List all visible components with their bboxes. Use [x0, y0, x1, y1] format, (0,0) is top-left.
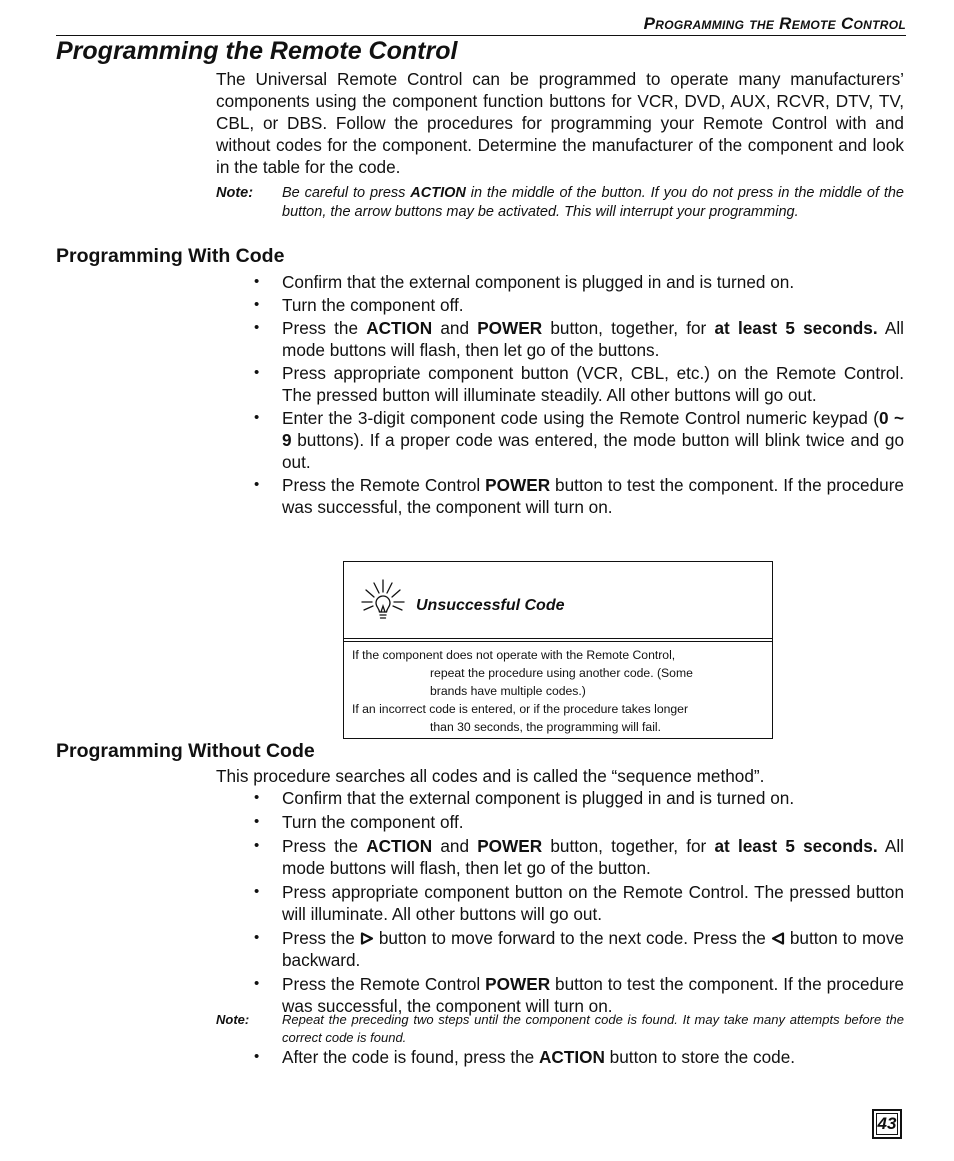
- list-item: [282, 811, 904, 833]
- without-code-steps: [282, 787, 904, 1019]
- step-text: Press appropriate component button (VCR, CBL, etc.) on the Remote Control. The pressed button will illuminate steadily. All other buttons will go out.: [282, 363, 904, 405]
- step-text: Turn the component off.: [282, 295, 464, 315]
- tip-title: Unsuccessful Code: [416, 597, 565, 614]
- right-arrow-icon: [360, 932, 374, 945]
- step-text: Press the: [282, 836, 367, 856]
- step-text: button to test the component. If the procedure was successful, the component will turn on.: [282, 974, 904, 1016]
- tip-line: If an incorrect code is entered, or if the procedure takes longer: [352, 702, 689, 716]
- tip-box-unsuccessful-code: [343, 561, 773, 739]
- heading-programming-with-code: Programming With Code: [56, 245, 285, 267]
- action-term: ACTION: [366, 318, 433, 338]
- power-term: POWER: [477, 836, 543, 856]
- step-text: All mode buttons will flash, then let go of the buttons.: [282, 318, 904, 360]
- tip-line: If the component does not operate with the Remote Control,: [352, 648, 676, 662]
- note-label: Note:: [216, 1012, 250, 1027]
- step-text: Press the Remote Control: [282, 974, 486, 994]
- list-item: [282, 835, 904, 879]
- step-text: All mode buttons will flash, then let go of the button.: [282, 836, 904, 878]
- step-text: button to store the code.: [604, 1047, 796, 1067]
- with-code-steps: [282, 271, 904, 519]
- note-text: Repeat the preceding two steps until the component code is found. It may take many attempts before the correct code is found.: [282, 1012, 904, 1045]
- list-item: [282, 881, 904, 925]
- page-number: 43: [872, 1109, 902, 1139]
- power-term: POWER: [485, 974, 551, 994]
- note-action-warning: [216, 184, 904, 222]
- duration-term: at least 5 seconds.: [714, 836, 878, 856]
- list-item: [282, 407, 904, 473]
- sequence-method-intro: This procedure searches all codes and is called the “sequence method”.: [216, 766, 765, 786]
- power-term: POWER: [477, 318, 543, 338]
- tip-line: repeat the procedure using another code. (Some: [430, 666, 693, 680]
- step-text: button, together, for: [542, 318, 715, 338]
- left-arrow-icon: [771, 932, 785, 945]
- note-action-term: ACTION: [410, 185, 466, 201]
- step-text: Confirm that the external component is plugged in and is turned on.: [282, 272, 795, 292]
- list-item: [282, 294, 904, 316]
- lightbulb-icon: [354, 572, 412, 630]
- step-text: Enter the 3-digit component code using the Remote Control numeric keypad (: [282, 408, 879, 428]
- power-term: POWER: [485, 475, 551, 495]
- list-item: [282, 317, 904, 361]
- step-text: Press the: [282, 318, 367, 338]
- tip-line: brands have multiple codes.): [430, 684, 586, 698]
- running-header: Programming the Remote Control: [56, 14, 906, 36]
- without-code-final-step: [282, 1046, 904, 1068]
- step-text: button to move forward to the next code. Press the: [373, 928, 771, 948]
- list-item: [282, 271, 904, 293]
- step-text: and: [432, 318, 478, 338]
- list-item: [282, 474, 904, 518]
- step-text: button to move backward.: [282, 928, 904, 970]
- list-item: [282, 927, 904, 971]
- keypad-range: 0 ~ 9: [282, 408, 904, 450]
- action-term: ACTION: [539, 1047, 605, 1067]
- step-text: button, together, for: [542, 836, 715, 856]
- step-text: and: [432, 836, 478, 856]
- note-text: in the middle of the button. If you do not press in the middle of the button, the arrow buttons may be activated. This will interrupt your programming.: [282, 185, 904, 220]
- list-item: [282, 362, 904, 406]
- step-text: button to test the component. If the procedure was successful, the component will turn on.: [282, 475, 904, 517]
- list-item: [282, 787, 904, 809]
- note-label: Note:: [216, 185, 254, 201]
- heading-programming-without-code: Programming Without Code: [56, 740, 315, 762]
- duration-term: at least 5 seconds.: [714, 318, 878, 338]
- step-text: Turn the component off.: [282, 812, 464, 832]
- note-repeat-steps: [216, 1011, 904, 1047]
- page-title: Programming the Remote Control: [56, 37, 458, 65]
- step-text: Press the: [282, 928, 360, 948]
- intro-paragraph: The Universal Remote Control can be programmed to operate many manufacturers’ components using the component function buttons for VCR, DVD, AUX, RCVR, DTV, TV, CBL, or DBS. Follow the procedures for programming your Remote Control with and without codes for the component. Determine the manufacturer of the component and look in the table for the code.: [216, 69, 904, 177]
- tip-header: [344, 562, 772, 639]
- action-term: ACTION: [366, 836, 433, 856]
- tip-line: than 30 seconds, the programming will fail.: [430, 720, 662, 734]
- step-text: Press appropriate component button on the Remote Control. The pressed button will illuminate. All other buttons will go out.: [282, 882, 904, 924]
- step-text: buttons). If a proper code was entered, the mode button will blink twice and go out.: [282, 430, 904, 472]
- tip-body: [352, 646, 760, 736]
- list-item: [282, 1046, 904, 1068]
- note-text: Be careful to press: [282, 185, 411, 201]
- step-text: After the code is found, press the: [282, 1047, 540, 1067]
- step-text: Confirm that the external component is plugged in and is turned on.: [282, 788, 795, 808]
- step-text: Press the Remote Control: [282, 475, 486, 495]
